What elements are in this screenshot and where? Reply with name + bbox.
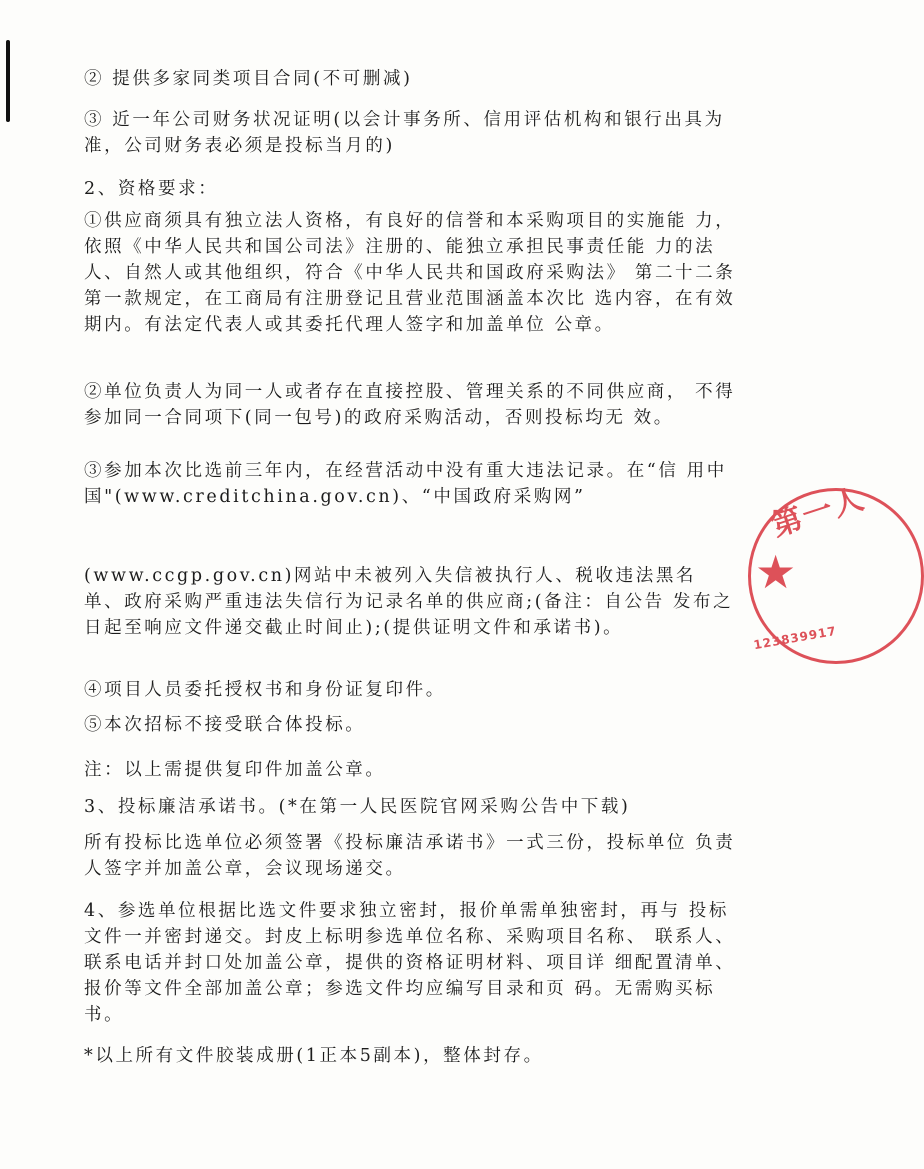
stamp-number: 123839917 xyxy=(752,623,838,653)
paragraph-contract-copies: ② 提供多家同类项目合同(不可删减) xyxy=(84,69,413,89)
heading-qualification: 2、资格要求： xyxy=(84,179,219,199)
paragraph-qualification-5: ⑤本次招标不接受联合体投标。 xyxy=(84,715,366,735)
paragraph-binding-note: *以上所有文件胶装成册(1正本5副本)，整体封存。 xyxy=(84,1046,544,1066)
official-seal-stamp xyxy=(748,480,924,664)
paragraph-financial-proof: ③ 近一年公司财务状况证明(以会计事务所、信用评估机构和银行出具为准，公司财务表必须是投标当月的) xyxy=(84,110,725,156)
paragraph-qualification-3: ③参加本次比选前三年内，在经营活动中没有重大违法记录。在“信 用中国"(www.creditchina.gov.cn)、“中国政府采购网” xyxy=(84,461,727,507)
stamp-text: 第一人 xyxy=(767,480,870,544)
paragraph-qualification-3-cont: (www.ccgp.gov.cn)网站中未被列入失信被执行人、税收违法黑名 单、政府采购严重违法失信行为记录名单的供应商;(备注：自公告 发布之日起至响应文件递交截止时间止);(提供证明文件和承诺书)。 xyxy=(84,566,734,638)
star-icon: ★ xyxy=(755,545,797,599)
paragraph-note-stamp: 注：以上需提供复印件加盖公章。 xyxy=(84,760,386,780)
paragraph-sealing-requirements: 4、参选单位根据比选文件要求独立密封，报价单需单独密封，再与 投标文件一并密封递交。封皮上标明参选单位名称、采购项目名称、 联系人、联系电话并封口处加盖公章，提供的资格证明材料、项目详 细配置清单、报价等文件全部加盖公章；参选文件均应编写目录和页 码。无需购买标书。 xyxy=(84,901,736,1025)
heading-integrity-pledge: 3、投标廉洁承诺书。(*在第一人民医院官网采购公告中下载) xyxy=(84,797,631,817)
paragraph-qualification-2: ②单位负责人为同一人或者存在直接控股、管理关系的不同供应商， 不得参加同一合同项下(同一包号)的政府采购活动，否则投标均无 效。 xyxy=(84,382,736,428)
paragraph-integrity-pledge: 所有投标比选单位必须签署《投标廉洁承诺书》一式三份，投标单位 负责人签字并加盖公章，会议现场递交。 xyxy=(84,833,736,879)
paragraph-qualification-1: ①供应商须具有独立法人资格，有良好的信誉和本采购项目的实施能 力，依照《中华人民共和国公司法》注册的、能独立承担民事责任能 力的法人、自然人或其他组织，符合《中华人民共和国政府采购法》 第二十二条第一款规定，在工商局有注册登记且营业范围涵盖本次比 选内容，在有效期内。有法定代表人或其委托代理人签字和加盖单位 公章。 xyxy=(84,211,736,335)
paragraph-qualification-4: ④项目人员委托授权书和身份证复印件。 xyxy=(84,680,446,700)
